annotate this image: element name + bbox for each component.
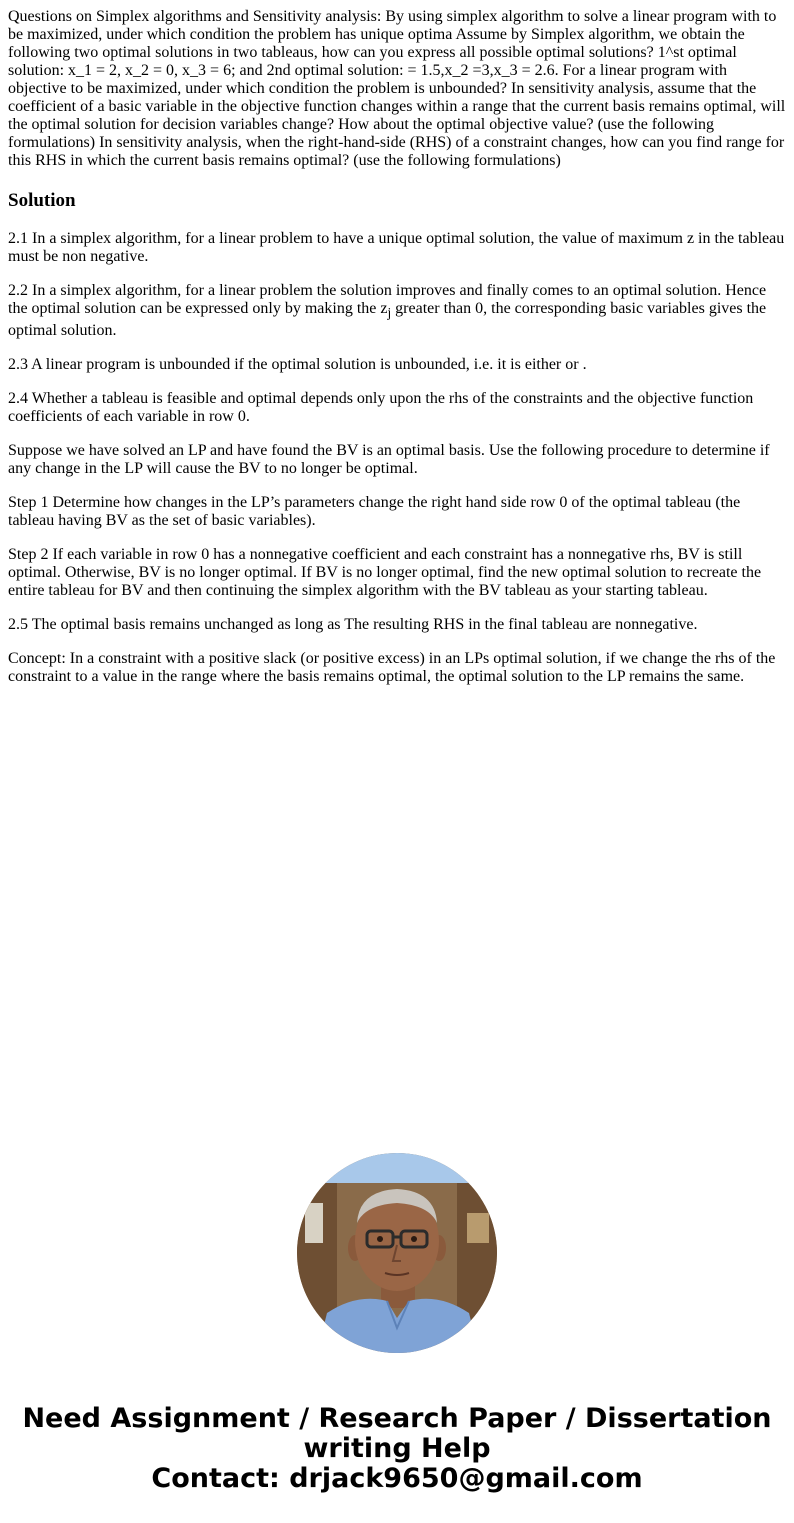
footer-contact: Contact: drjack9650@gmail.com [151,1463,643,1494]
procedure-step-2: Step 2 If each variable in row 0 has a nonnegative coefficient and each constraint has a nonnegative rhs, BV is still optimal. Otherwise, BV is no longer optimal. If BV is no longer optimal, find the new optimal solution to recreate the entire tableau for BV and then continuing the simplex algorithm with the BV tableau as your starting tableau. [8,546,762,600]
procedure-intro: Suppose we have solved an LP and have found the BV is an optimal basis. Use the following procedure to determine if any change in the LP will cause the BV to no longer be optimal. [8,442,770,478]
answer-2-3: 2.3 A linear program is unbounded if the optimal solution is unbounded, i.e. it is either or . [8,356,587,374]
concept-note: Concept: In a constraint with a positive slack (or positive excess) in an LPs optimal solution, if we change the rhs of the constraint to a value in the range where the basis remains optimal, the optimal solution to the LP remains the same. [8,650,776,686]
solution-heading: Solution [8,190,76,211]
article-content [8,8,788,702]
footer-line-1: Need Assignment / Research Paper / Dissertation [22,1403,772,1434]
answer-2-4: 2.4 Whether a tableau is feasible and optimal depends only upon the rhs of the constraints and the objective function coefficients of each variable in row 0. [8,390,754,426]
footer-banner [0,1404,794,1494]
question-text: Questions on Simplex algorithms and Sensitivity analysis: By using simplex algorithm to solve a linear program with to be maximized, under which condition the problem has unique optima Assume by Simplex algorithm, we obtain the following two optimal solutions in two tableaus, how can you express all possible optimal solutions? 1^st optimal solution: x_1 = 2, x_2 = 0, x_3 = 6; and 2nd optimal solution: = 1.5,x_2 =3,x_3 = 2.6. For a linear program with objective to be maximized, under which condition the problem is unbounded? In sensitivity analysis, assume that the coefficient of a basic variable in the objective function changes within a range that the current basis remains optimal, will the optimal solution for decision variables change? How about the optimal objective value? (use the following formulations) In sensitivity analysis, when the right-hand-side (RHS) of a constraint changes, how can you find range for this RHS in which the current basis remains optimal? (use the following formulations) [8,8,786,169]
answer-2-2 [8,282,788,340]
author-avatar [297,1153,497,1353]
answer-2-2-text-start: 2.2 In a simplex algorithm, for a linear problem the solution improves and finally comes to an optimal solution. Hence the optimal solution can be expressed only by making the z [8,282,767,317]
answer-2-5: 2.5 The optimal basis remains unchanged as long as The resulting RHS in the final tableau are nonnegative. [8,616,698,634]
answer-2-2-text-end: greater than 0, the corresponding basic variables gives the optimal solution. [8,300,767,340]
author-portrait-image [297,1153,497,1353]
answer-2-1: 2.1 In a simplex algorithm, for a linear problem to have a unique optimal solution, the value of maximum z in the tableau must be non negative. [8,230,785,265]
procedure-step-1: Step 1 Determine how changes in the LP’s parameters change the right hand side row 0 of the optimal tableau (the tableau having BV as the set of basic variables). [8,494,741,530]
answer-2-2-subscript: j [387,305,392,321]
footer-line-2: writing Help [303,1433,491,1464]
